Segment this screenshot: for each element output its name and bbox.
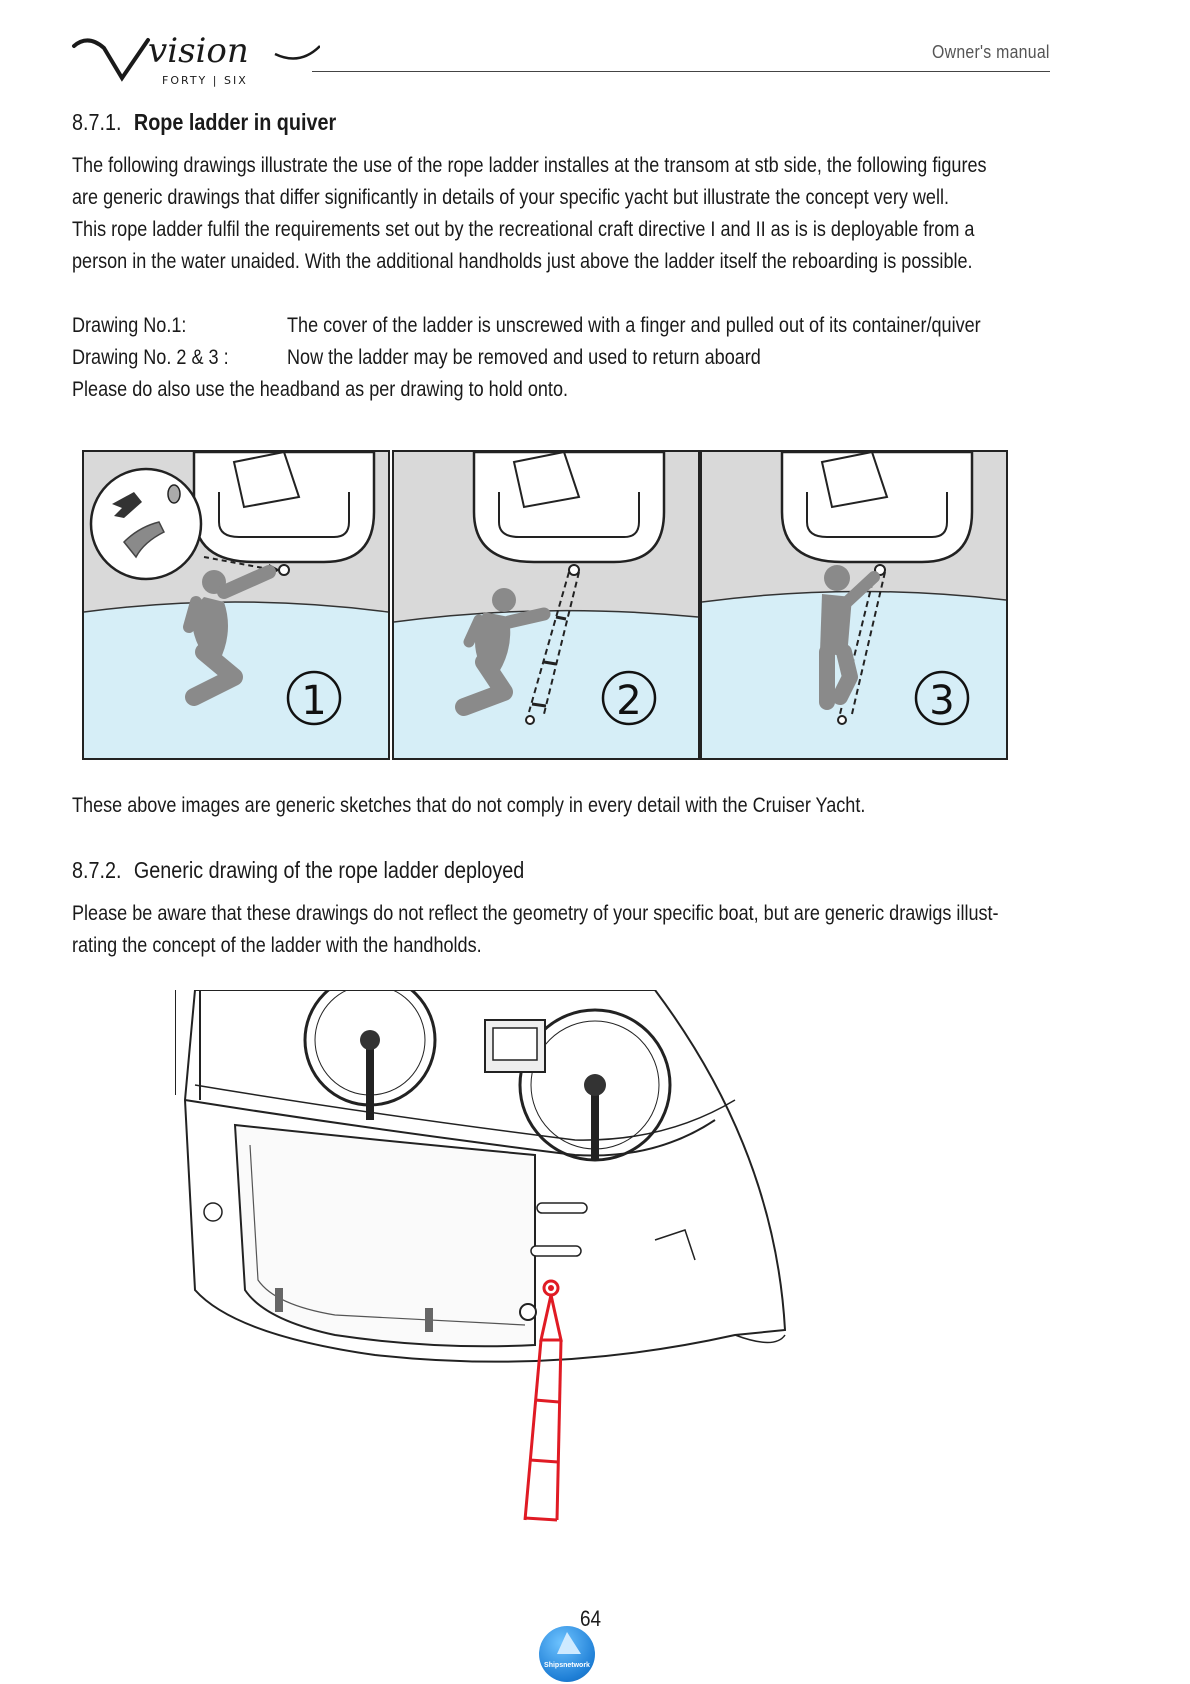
figure-3-illustration xyxy=(702,452,1006,758)
figure-1-illustration xyxy=(84,452,388,758)
figure-number-2: 2 xyxy=(616,678,642,724)
figure-number-3: 3 xyxy=(929,678,955,724)
step-label: Drawing No. 2 & 3 : xyxy=(72,346,229,369)
step-label: Drawing No.1: xyxy=(72,314,187,337)
watermark-badge xyxy=(539,1626,595,1682)
deployed-ladder-drawing xyxy=(175,990,835,1530)
note-line: Please do also use the headband as per drawing to hold onto. xyxy=(72,378,569,401)
section-number: 8.7.2. xyxy=(72,857,122,883)
paragraph-line: The following drawings illustrate the use of the rope ladder installes at the transom at stb side, the following figures xyxy=(72,154,987,177)
logo-subtitle: FORTY | SIX xyxy=(162,74,248,87)
figure-number-1: 1 xyxy=(301,678,327,724)
logo-wordmark: vision xyxy=(148,31,249,71)
paragraph-line: This rope ladder fulfil the requirements set out by the recreational craft directive I and II as is is deployable from a xyxy=(72,218,975,241)
shark-fin-icon xyxy=(557,1632,581,1654)
page-number: 64 xyxy=(580,1606,602,1631)
figure-caption: These above images are generic sketches that do not comply in every detail with the Cruiser Yacht. xyxy=(72,794,866,817)
paragraph-line: are generic drawings that differ significantly in details of your specific yacht but illustrate the concept very well. xyxy=(72,186,950,209)
step-row xyxy=(72,342,761,374)
section-title: Rope ladder in quiver xyxy=(133,109,337,135)
brand-logo xyxy=(70,26,320,88)
header-divider xyxy=(312,71,1050,72)
step-row xyxy=(72,310,981,342)
figure-panel-1 xyxy=(82,450,390,760)
step-text: The cover of the ladder is unscrewed with a finger and pulled out of its container/quiver xyxy=(287,314,981,337)
paragraph-line: rating the concept of the ladder with the handholds. xyxy=(72,934,482,957)
page-header xyxy=(312,38,1050,72)
section-title: Generic drawing of the rope ladder deployed xyxy=(133,857,525,883)
paragraph-line: person in the water unaided. With the additional handholds just above the ladder itself the reboarding is possible. xyxy=(72,250,973,273)
watermark-label: Shipsnetwork xyxy=(544,1662,590,1669)
section-heading-872 xyxy=(72,854,524,886)
figure-2-illustration xyxy=(394,452,698,758)
logo-mark xyxy=(70,26,320,88)
step-text: Now the ladder may be removed and used to return aboard xyxy=(287,346,761,369)
figure-panel-3 xyxy=(700,450,1008,760)
stern-illustration xyxy=(175,990,835,1530)
figure-panel-2 xyxy=(392,450,700,760)
document-label: Owner's manual xyxy=(932,42,1050,62)
section-heading-871 xyxy=(72,106,336,138)
paragraph-line: Please be aware that these drawings do not reflect the geometry of your specific boat, but are generic drawigs illust- xyxy=(72,902,999,925)
section-number: 8.7.1. xyxy=(72,109,122,135)
